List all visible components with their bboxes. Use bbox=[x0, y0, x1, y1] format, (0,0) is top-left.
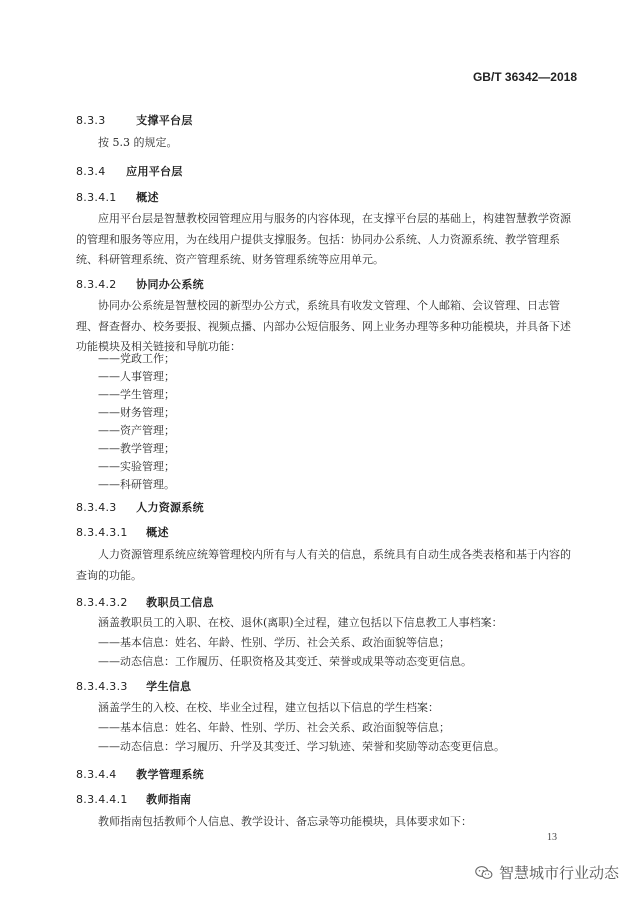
list-item: ——资产管理； bbox=[98, 424, 175, 437]
section-title: 概述 bbox=[146, 526, 169, 539]
section-number: 8.3.4.1 bbox=[76, 191, 117, 204]
section-heading bbox=[76, 594, 214, 610]
list-item: ——实验管理； bbox=[98, 460, 175, 473]
section-title: 人力资源系统 bbox=[136, 501, 204, 514]
standard-code: GB/T 36342—2018 bbox=[472, 70, 577, 84]
section-title: 教职员工信息 bbox=[146, 596, 214, 609]
section-heading bbox=[76, 766, 204, 782]
section-heading bbox=[76, 678, 191, 694]
list-item: ——人事管理； bbox=[98, 370, 175, 383]
section-number: 8.3.4.2 bbox=[76, 278, 117, 291]
section-number: 8.3.4.3.3 bbox=[76, 680, 128, 693]
section-number: 8.3.4 bbox=[76, 165, 106, 178]
section-number: 8.3.4.4 bbox=[76, 768, 117, 781]
section-heading bbox=[76, 163, 183, 179]
section-title: 学生信息 bbox=[146, 680, 192, 693]
section-title: 概述 bbox=[136, 191, 159, 204]
paragraph: 涵盖教职员工的入职、在校、退休(离职)全过程，建立包括以下信息教工人事档案： bbox=[98, 616, 503, 629]
list-item: ——教学管理； bbox=[98, 442, 175, 455]
section-title: 教学管理系统 bbox=[136, 768, 204, 781]
paragraph: 人力资源管理系统应统筹管理校内所有与人有关的信息，系统具有自动生成各类表格和基于内容的查询的功能。 bbox=[76, 548, 571, 582]
page-number: 13 bbox=[547, 832, 557, 843]
list-item: ——科研管理。 bbox=[98, 478, 175, 491]
section-heading bbox=[76, 112, 193, 128]
section-title: 教师指南 bbox=[146, 793, 192, 806]
list-item: ——党政工作； bbox=[98, 352, 175, 365]
paragraph: 教师指南包括教师个人信息、教学设计、备忘录等功能模块，具体要求如下： bbox=[98, 815, 472, 828]
paragraph: 涵盖学生的入校、在校、毕业全过程，建立包括以下信息的学生档案： bbox=[98, 701, 439, 714]
list-item: ——基本信息：姓名、年龄、性别、学历、社会关系、政治面貌等信息； bbox=[98, 636, 450, 649]
section-heading bbox=[76, 524, 169, 540]
section-title: 应用平台层 bbox=[126, 165, 183, 178]
section-title: 支撑平台层 bbox=[136, 114, 193, 127]
paragraph: 应用平台层是智慧教校园管理应用与服务的内容体现，在支撑平台层的基础上，构建智慧教学资源的管理和服务等应用，为在线用户提供支撑服务。包括：协同办公系统、人力资源系统、教学管理系统、科研管理系统、资产管理系统、财务管理系统等应用单元。 bbox=[76, 212, 571, 266]
section-heading bbox=[76, 499, 204, 515]
section-number: 8.3.4.3.1 bbox=[76, 526, 128, 539]
section-title: 协同办公系统 bbox=[136, 278, 204, 291]
paragraph: 协同办公系统是智慧校园的新型办公方式，系统具有收发文管理、个人邮箱、会议管理、日志管理、督查督办、校务要报、视频点播、内部办公短信服务、网上业务办理等多种功能模块，并具备下述功能模块及相关链接和导航功能： bbox=[76, 299, 571, 353]
section-number: 8.3.4.4.1 bbox=[76, 793, 128, 806]
list-item: ——学生管理； bbox=[98, 388, 175, 401]
section-number: 8.3.4.3.2 bbox=[76, 596, 128, 609]
section-heading bbox=[76, 276, 204, 292]
section-heading bbox=[76, 189, 159, 205]
watermark bbox=[475, 862, 619, 883]
paragraph: 按 5.3 的规定。 bbox=[98, 136, 178, 149]
list-item: ——基本信息：姓名、年龄、性别、学历、社会关系、政治面貌等信息； bbox=[98, 721, 450, 734]
section-number: 8.3.4.3 bbox=[76, 501, 117, 514]
wechat-icon bbox=[475, 865, 493, 881]
section-heading bbox=[76, 791, 191, 807]
watermark-text: 智慧城市行业动态 bbox=[498, 864, 619, 882]
section-number: 8.3.3 bbox=[76, 114, 106, 127]
list-item: ——财务管理； bbox=[98, 406, 175, 419]
list-item: ——动态信息：学习履历、升学及其变迁、学习轨迹、荣誉和奖励等动态变更信息。 bbox=[98, 740, 505, 753]
list-item: ——动态信息：工作履历、任职资格及其变迁、荣誉或成果等动态变更信息。 bbox=[98, 655, 472, 668]
